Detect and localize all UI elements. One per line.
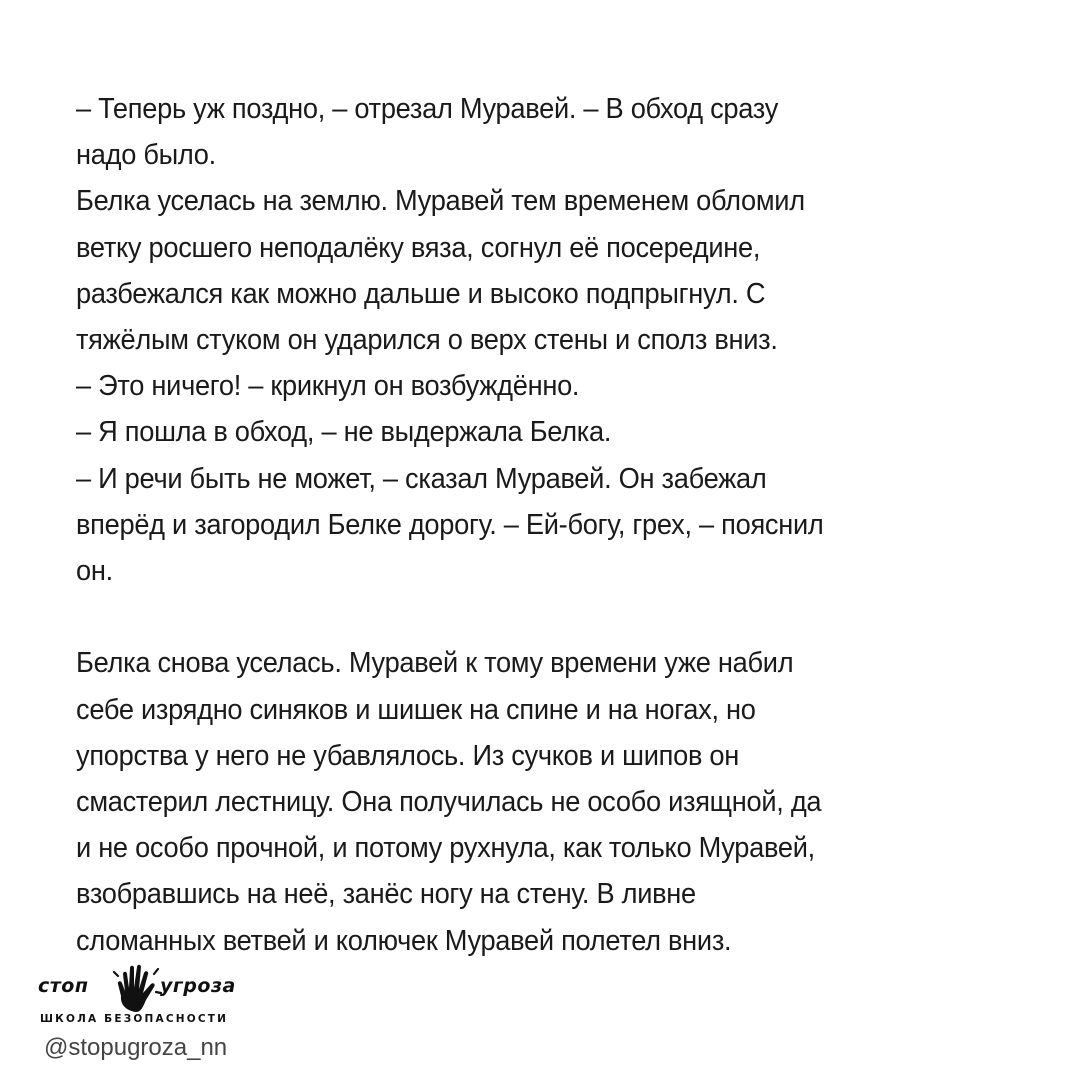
text-line: – И речи быть не может, – сказал Муравей. Он забежал: [76, 462, 767, 495]
hand-icon: [110, 962, 162, 1014]
logo-wordmark: [36, 962, 236, 1012]
text-line: Белка снова уселась. Муравей к тому времени уже набил: [76, 647, 794, 680]
text-line: смастерил лестницу. Она получилась не особо изящной, да: [76, 786, 822, 819]
text-line: сломанных ветвей и колючек Муравей полетел вниз.: [76, 924, 732, 957]
text-line: – Теперь уж поздно, – отрезал Муравей. – В обход сразу: [76, 93, 779, 125]
text-line: – Это ничего! – крикнул он возбуждённо.: [76, 370, 580, 403]
text-line: и не особо прочной, и потому рухнула, как только Муравей,: [76, 832, 815, 865]
text-line: взобравшись на неё, занёс ногу на стену. В ливне: [76, 878, 696, 911]
logo-subtitle: ШКОЛА БЕЗОПАСНОСТИ: [40, 1013, 229, 1025]
story-text: [76, 86, 1017, 964]
text-line: себе изрядно синяков и шишек на спине и на ногах, но: [76, 693, 756, 726]
social-handle: @stopugroza_nn: [44, 1034, 228, 1061]
text-line: разбежался как можно дальше и высоко подпрыгнул. С: [76, 277, 766, 310]
text-line: он.: [76, 555, 113, 588]
paragraph-gap: [76, 594, 1017, 640]
logo-word-right: угроза: [160, 975, 236, 997]
logo-word-left: стоп: [38, 975, 89, 997]
text-line: надо было.: [76, 139, 216, 172]
text-line: ветку росшего неподалёку вяза, согнул её посередине,: [76, 231, 761, 264]
stopugroza-logo: [36, 956, 236, 1036]
text-line: тяжёлым стуком он ударился о верх стены и сполз вниз.: [76, 324, 778, 357]
text-line: Белка уселась на землю. Муравей тем временем обломил: [76, 185, 805, 218]
text-line: – Я пошла в обход, – не выдержала Белка.: [76, 416, 612, 449]
text-line: вперёд и загородил Белке дорогу. – Ей-богу, грех, – пояснил: [76, 508, 824, 541]
text-line: упорства у него не убавлялось. Из сучков и шипов он: [76, 739, 739, 772]
